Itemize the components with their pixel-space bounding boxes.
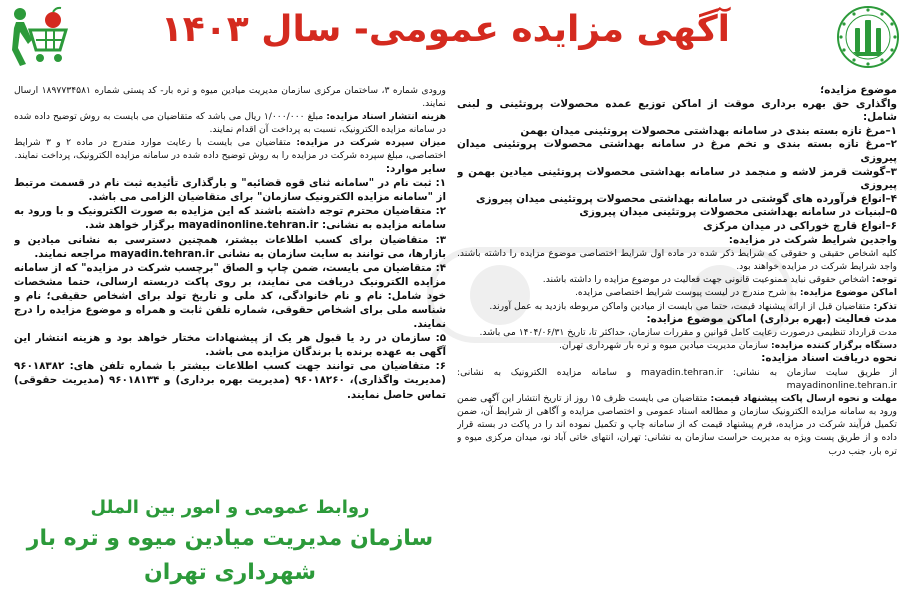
paragraph-lead: توجه:	[871, 274, 897, 286]
right-column-paragraph	[457, 234, 897, 248]
right-column-paragraph	[457, 339, 897, 352]
right-column-paragraph	[457, 286, 897, 299]
paragraph-text: از طریق سایت سازمان به نشانی: mayadin.tehran.ir و سامانه مزایده الکترونیک به نشانی: mayadinonline.tehran.ir	[457, 366, 897, 392]
footer-organization: سازمان مدیریت میادین میوه و تره بار شهرداری تهران	[26, 526, 434, 585]
left-column-paragraph	[14, 233, 446, 261]
paragraph-text: ۲: متقاضیان محترم توجه داشته باشند که این مزایده به صورت الکترونیک و با ورود به سامانه مزایده به نشانی: mayadinonline.tehran.ir برگزار خواهد شد.	[14, 205, 446, 232]
left-column-paragraph	[14, 136, 446, 162]
left-column-paragraph	[14, 110, 446, 136]
publisher-footer	[14, 494, 446, 590]
paragraph-text: ۴: متقاضیان می بایست، ضمن چاپ و الصاق "برچسب شرکت در مزایده" که از سامانه مزایده الکترونیک دریافت می نمایند، بر روی پاکت دربسته ارسالی، حتما مشخصات خود شامل: نام و نام خانوادگی، کد ملی و تاریخ تولد برای اشخاص حقیقی؛ نام و شناسه ملی برای اشخاص حقوقی، شماره تلفن ثابت و همراه و موضوع مزایده را درج نمایند.	[14, 261, 446, 331]
paragraph-text: متقاضیان می بایست با رعایت موارد مندرج در ماده ۲ و ۳ شرایط اختصاصی، مبلغ سپرده شرکت در مزایده را به روش توضیح داده شده در سامانه مزایده الکترونیک، پرداخت نمایند.	[14, 137, 446, 162]
paragraph-text: کلیه اشخاص حقیقی و حقوقی که شرایط ذکر شده در ماده اول شرایط اختصاصی موضوع مزایده را داشته باشند. واجد شرایط شرکت در مزایده خواهند بود.	[457, 248, 897, 273]
right-column-paragraph	[457, 313, 897, 327]
paragraph-lead: میزان سپرده شرکت در مزایده:	[296, 137, 446, 149]
paragraph-text: مدت فعالیت (بهره برداری) اماکن موضوع مزایده:	[646, 312, 897, 325]
paragraph-lead: هزینه انتشار اسناد مزایده:	[326, 111, 446, 123]
left-column-paragraph	[14, 359, 446, 401]
paragraph-text: موضوع مزایده؛	[820, 84, 897, 96]
right-column-paragraph	[457, 247, 897, 273]
paragraph-text: متقاضیان قبل از ارائه پیشنهاد قیمت، حتما می بایست از میادین واماکن مربوطه بازدید به عمل آورند.	[489, 300, 874, 312]
paragraph-lead: دستگاه برگزار کننده مزایده:	[771, 340, 897, 352]
right-column-paragraph	[457, 206, 897, 220]
left-text-column	[14, 84, 446, 504]
right-column-paragraph	[457, 220, 897, 234]
paragraph-text: مبلغ ۱/۰۰۰/۰۰۰ ریال می باشد که متقاضیان می بایست به روش توضیح داده شده در سامانه مزایده الکترونیک، نسبت به پرداخت آن اقدام نمایند.	[14, 111, 446, 136]
right-text-column	[457, 84, 897, 590]
right-column-paragraph	[457, 326, 897, 339]
left-column-paragraph	[14, 261, 446, 331]
right-column-paragraph	[457, 84, 897, 98]
right-column-paragraph	[457, 352, 897, 366]
footer-department: روابط عمومی و امور بین الملل	[90, 497, 370, 518]
paragraph-text: سایر موارد:	[385, 162, 446, 175]
right-column-paragraph	[457, 166, 897, 193]
paragraph-text: ۵: سازمان در رد یا قبول هر یک از پیشنهادات مختار خواهد بود و هزینه انتشار این آگهی به عهده برنده یا برندگان مزایده می باشد.	[14, 332, 446, 359]
paragraph-lead: تذکر:	[873, 300, 897, 312]
paragraph-text: سازمان مدیریت میادین میوه و تره بار شهرداری تهران.	[558, 340, 772, 352]
tehran-municipality-emblem-icon	[835, 4, 901, 70]
paragraph-text: ۴–انواع فرآورده های گوشتی در سامانه بهداشتی محصولات پروتئینی میدان پیروزی	[475, 192, 897, 205]
notice-header	[0, 0, 911, 78]
paragraph-text: واگذاری حق بهره برداری موقت از اماکن توزیع عمده محصولات پروتئینی و لبنی شامل:	[457, 97, 897, 124]
paragraph-text: ۶–انواع قارچ خوراکی در میدان مرکزی	[703, 219, 897, 232]
paragraph-text: ۳: متقاضیان برای کسب اطلاعات بیشتر، همچنین دسترسی به نشانی میادین و بازارها، می توانند به سایت سازمان به نشانی mayadin.tehran.ir مراجعه نمایند.	[14, 233, 446, 260]
left-column-paragraph	[14, 204, 446, 232]
paragraph-text: ۲–مرغ تازه بسته بندی و تخم مرغ در سامانه بهداشتی محصولات پروتئینی میدان پیروزی	[457, 138, 897, 164]
paragraph-text: مدت قرارداد تنظیمی درصورت رعایت کامل قوانین و مقررات سازمان، حداکثر تا، تاریخ ۱۴۰۴/۰۶/۳۱ می باشد.	[479, 327, 897, 339]
paragraph-text: ۶: متقاضیان می توانند جهت کسب اطلاعات بیشتر با شماره تلفن های: ۹۶۰۱۸۳۸۲ (مدیریت واگذاری)، ۹۶۰۱۸۲۶۰ (مدیریت بهره برداری) و ۹۶۰۱۸۱۳۴ (مدیریت حقوقی) تماس حاصل نمایند.	[14, 360, 446, 401]
paragraph-text: واجدین شرایط شرکت در مزایده:	[728, 233, 897, 246]
right-column-paragraph	[457, 138, 897, 165]
paragraph-text: ورودی شماره ۳، ساختمان مرکزی سازمان مدیریت میادین میوه و تره بار- کد پستی شماره ۱۸۹۷۷۳۴۵۸۱ ارسال نمایند.	[14, 85, 446, 110]
paragraph-text: متقاضیان می بایست ظرف ۱۵ روز از تاریخ انتشار این آگهی ضمن ورود به سامانه مزایده الکترونیک سازمان و مطالعه اسناد عمومی و اختصاصی مزایده و آگاهی از شرایط آن، ضمن تکمیل فرآیند شرکت در مزایده، فرم پیشنهاد قیمت که از سامانه چاپ و تکمیل نموده اند را در پاکت در بسته قرار داده و از طریق پست ویژه به مدیریت حراست سازمان به نشانی: تهران، انتهای خاتی آباد نو، میدان مرکزی میوه و تره بار، جنب درب	[457, 393, 897, 457]
shopping-cart-person-icon	[6, 4, 72, 70]
paragraph-text: ۱: ثبت نام در "سامانه ثنای قوه قضائیه" و بارگذاری تأئیدیه ثبت نام در قسمت مرتبط از "سامانه مزایده الکترونیک سازمان" برای متقاضیان الزامی می باشد.	[14, 177, 446, 204]
right-column-paragraph	[457, 392, 897, 457]
paragraph-lead: اماکن موضوع مزایده:	[799, 287, 897, 299]
left-column-paragraph	[14, 163, 446, 177]
right-column-paragraph	[457, 193, 897, 207]
right-column-paragraph	[457, 125, 897, 139]
right-column-paragraph	[457, 300, 897, 313]
right-column-paragraph	[457, 98, 897, 125]
paragraph-lead: مهلت و نحوه ارسال پاکت پیشنهاد قیمت:	[710, 393, 897, 405]
left-column-paragraph	[14, 331, 446, 359]
notice-title: آگهی مزایده عمومی- سال ۱۴۰۳	[160, 9, 730, 50]
right-column-paragraph	[457, 366, 897, 392]
paragraph-text: ۳–گوشت قرمز لاشه و منجمد در سامانه بهداشتی محصولات پروتئینی میادین بهمن و پیروزی	[457, 165, 897, 192]
paragraph-text: اشخاص حقوقی نباید ممنوعیت قانونی جهت فعالیت در موضوع مزایده را داشته باشند.	[542, 274, 872, 286]
paragraph-text: نحوه دریافت اسناد مزایده:	[761, 352, 897, 365]
paragraph-text: به شرح مندرج در لیست پیوست شرایط اختصاصی مزایده.	[574, 287, 800, 299]
left-column-paragraph	[14, 84, 446, 110]
right-column-paragraph	[457, 273, 897, 286]
paragraph-text: ۵–لبنیات در سامانه بهداشتی محصولات پروتئینی میدان پیروزی	[579, 206, 897, 219]
left-column-paragraph	[14, 176, 446, 204]
paragraph-text: ۱–مرغ تازه بسته بندی در سامانه بهداشتی محصولات پروتئینی میدان بهمن	[520, 124, 897, 137]
